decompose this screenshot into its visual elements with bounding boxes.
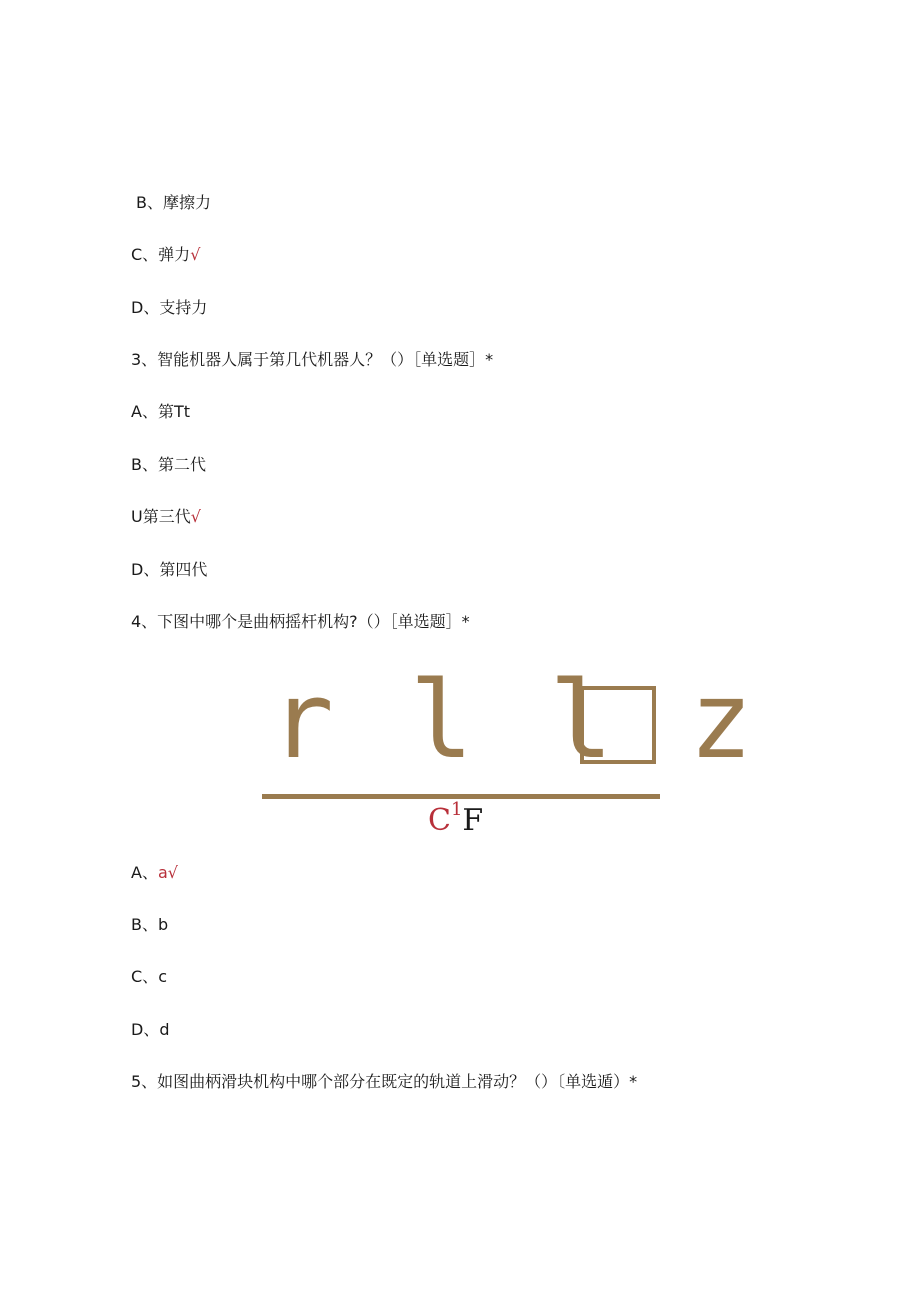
option-prefix: A、 — [131, 863, 158, 882]
option-text: B、摩擦力 — [136, 193, 211, 212]
q4-question — [131, 612, 470, 632]
q3-question — [131, 350, 493, 370]
question-text: 5、如图曲柄滑块机构中哪个部分在既定的轨道上滑动？（）〔单选遁）* — [131, 1072, 638, 1091]
q2-option-d — [131, 298, 207, 318]
option-text: d — [159, 1020, 170, 1039]
q2-option-c — [131, 245, 200, 265]
q4-option-a — [131, 863, 178, 883]
figure-caption — [428, 796, 483, 839]
correct-check-mark: √ — [190, 245, 201, 264]
q4-figure — [262, 659, 759, 838]
question-text: 3、智能机器人属于第几代机器人？（）［单选题］* — [131, 350, 494, 369]
option-text: c — [158, 967, 167, 986]
q5-question — [131, 1072, 637, 1092]
option-text: A、第Tt — [131, 402, 190, 421]
q3-option-c — [131, 507, 201, 527]
caption-f: F — [462, 803, 484, 838]
question-text: 4、下图中哪个是曲柄摇杆机构?（）［单选题］* — [131, 612, 470, 631]
q3-option-b — [131, 455, 206, 475]
option-text: D、第四代 — [131, 560, 208, 579]
option-prefix: C、 — [131, 967, 159, 986]
q3-option-a — [131, 402, 190, 422]
option-text: a — [157, 863, 168, 882]
correct-check-mark: √ — [190, 507, 201, 526]
option-text: U第三代 — [131, 507, 191, 526]
option-text: B、第二代 — [131, 455, 206, 474]
option-text: C、弹力 — [131, 245, 191, 264]
option-prefix: D、 — [131, 1020, 160, 1039]
caption-sup: 1 — [450, 799, 463, 820]
q3-option-d — [131, 560, 207, 580]
q2-option-b — [136, 193, 211, 213]
option-prefix: B、 — [131, 915, 158, 934]
option-text: b — [157, 915, 169, 934]
caption-c: C — [428, 803, 451, 838]
option-text: D、支持力 — [131, 298, 208, 317]
figure-glyphs: r l l z — [270, 659, 759, 782]
q4-option-d — [131, 1020, 169, 1040]
correct-check-mark: √ — [167, 863, 178, 882]
q4-option-c — [131, 967, 167, 987]
q4-option-b — [131, 915, 168, 935]
figure-box-glyph — [580, 686, 656, 764]
